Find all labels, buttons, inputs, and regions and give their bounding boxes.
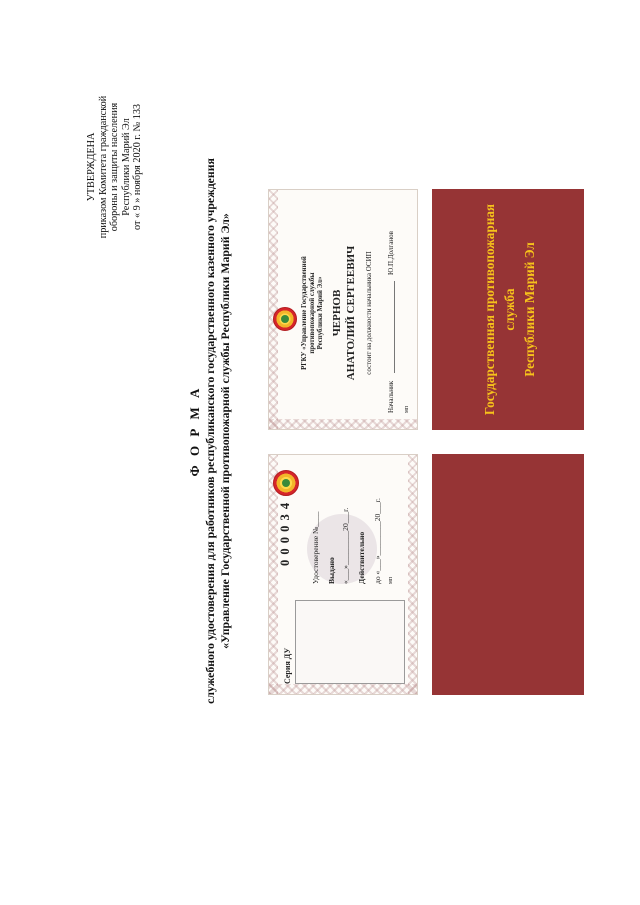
approval-block	[86, 72, 174, 262]
card-cover-left	[432, 454, 584, 695]
approval-line: Республики Марий Эл	[120, 118, 132, 216]
holder-position: состоит на должности начальника ОСИП	[365, 251, 373, 375]
holder-surname: ЧЕРНОВ	[331, 289, 343, 337]
valid-date: до «___»_________20___г.	[373, 498, 382, 584]
approval-title: УТВЕРЖДЕНА	[86, 132, 97, 202]
org-name-line: противопожарной службы	[309, 272, 316, 354]
form-subtitle-org: «Управление Государственной противопожарной службы Республики Марий Эл»	[218, 213, 232, 649]
form-subtitle: служебного удостоверения для работников республиканского государственного казенного учреждения	[203, 158, 217, 704]
series-label: Серия ДУ	[283, 647, 292, 684]
approval-date: от « 9 » ноября 2020 г. № 133	[132, 103, 144, 231]
cover-title-line: служба	[502, 288, 517, 331]
emblem-icon	[273, 470, 299, 496]
card-front-right	[268, 189, 418, 430]
issued-date: «___»_________20___г.	[341, 507, 350, 584]
cover-title-line: Государственная противопожарная	[482, 203, 497, 416]
form-heading	[186, 80, 256, 782]
certificate-number: 0 0 0 0 3 4	[278, 501, 292, 566]
card-front-left	[268, 454, 418, 695]
photo-placeholder	[295, 600, 405, 684]
chief-name: Ю.П.Долганов	[387, 231, 395, 275]
issued-label: Выдано	[327, 557, 336, 584]
org-name-line: РГКУ «Управление Государственной	[301, 256, 308, 370]
holder-name: АНАТОЛИЙ СЕРГЕЕВИЧ	[345, 245, 357, 381]
certificate-label: Удостоверение №____	[311, 511, 320, 584]
valid-label: Действительно	[357, 531, 366, 584]
stamp-place: мп	[388, 576, 394, 584]
stamp-place: мп	[404, 405, 410, 413]
approval-line: приказом Комитета гражданской	[97, 95, 109, 239]
emblem-icon	[273, 307, 297, 331]
chief-label: Начальник	[387, 380, 395, 413]
approval-line: обороны и защиты населения	[109, 102, 121, 232]
cover-title-line: Республики Марий Эл	[522, 242, 537, 377]
form-title: Ф О Р М А	[187, 385, 202, 477]
signature-line	[394, 281, 395, 373]
org-name-line: Республики Марий Эл»	[317, 276, 324, 350]
card-cover-right	[432, 189, 584, 430]
